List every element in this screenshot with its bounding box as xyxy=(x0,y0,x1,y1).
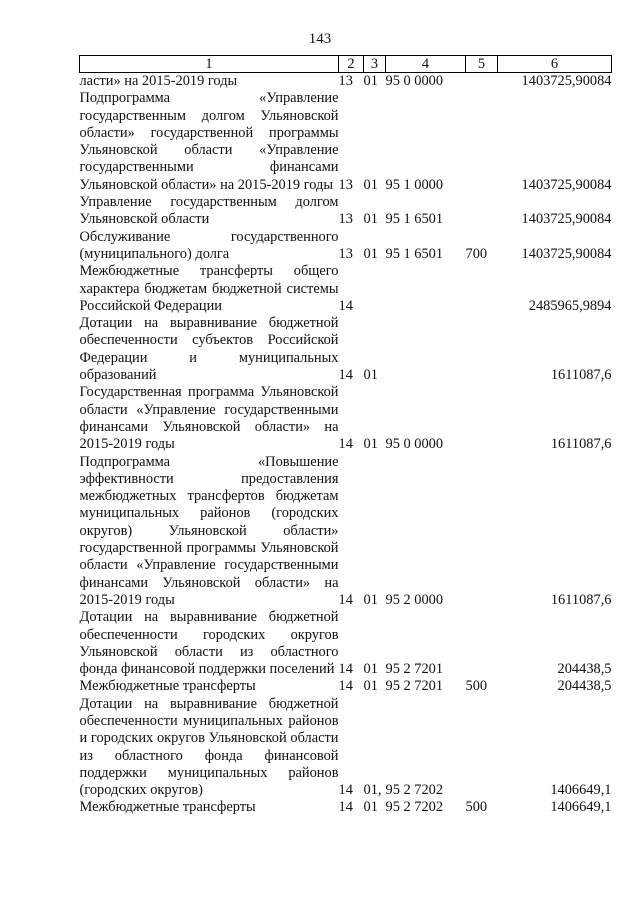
table-row xyxy=(80,799,612,816)
row-amount: 204438,5 xyxy=(557,661,612,678)
row-expense-type xyxy=(466,609,498,678)
row-expense-type xyxy=(466,315,498,384)
table-row xyxy=(80,229,612,264)
row-target-article: 95 1 0000 xyxy=(385,176,444,193)
row-name: Дотации на выравнивание бюджетной обеспеченности субъектов Российской Федерации и муниципальных образований xyxy=(79,315,339,384)
row-section: 13 xyxy=(338,73,353,89)
row-expense-type: 500 xyxy=(465,799,488,816)
row-amount: 1406649,1 xyxy=(550,782,612,799)
column-header: 3 xyxy=(364,56,386,73)
row-subsection: 01 xyxy=(363,661,378,678)
table-row xyxy=(80,194,612,229)
row-target-article xyxy=(386,315,466,384)
page-number: 143 xyxy=(308,31,332,47)
column-header: 1 xyxy=(80,56,339,73)
table-row xyxy=(80,315,612,384)
row-section: 14 xyxy=(338,661,353,678)
table-row xyxy=(80,263,612,315)
row-subsection: 01 xyxy=(363,73,378,89)
column-header: 4 xyxy=(386,56,466,73)
row-amount: 2485965,9894 xyxy=(528,297,612,314)
table-row xyxy=(80,678,612,695)
row-target-article: 95 2 0000 xyxy=(385,591,444,608)
row-subsection: 01 xyxy=(363,436,378,453)
row-expense-type xyxy=(466,90,498,194)
budget-table xyxy=(79,55,612,817)
row-name: Обслуживание государственного (муниципального) долга xyxy=(79,228,339,262)
row-amount: 1403725,90084 xyxy=(521,245,612,262)
row-section: 14 xyxy=(338,799,353,816)
row-section: 14 xyxy=(338,297,353,314)
row-target-article: 95 2 7201 xyxy=(385,661,444,678)
row-expense-type xyxy=(466,73,498,91)
table-header-row xyxy=(80,56,612,73)
row-amount: 1611087,6 xyxy=(550,591,612,608)
row-target-article: 95 2 7201 xyxy=(385,678,444,695)
row-subsection: 01 xyxy=(363,245,378,262)
row-name: Государственная программа Ульяновской области «Управление государственными финансами Ульяновской области» на 2015-2019 годы xyxy=(79,384,339,453)
row-section: 13 xyxy=(338,211,353,228)
row-section: 14 xyxy=(338,591,353,608)
row-subsection: 01 xyxy=(363,367,378,384)
column-header: 5 xyxy=(466,56,498,73)
row-name: Дотации на выравнивание бюджетной обеспеченности муниципальных районов и городских округов Ульяновской области из областного фонда финансовой поддержки муниципальных районов (городских округов) xyxy=(79,695,339,799)
row-subsection: 01 xyxy=(363,211,378,228)
row-expense-type: 700 xyxy=(465,245,488,262)
row-expense-type xyxy=(466,194,498,229)
row-target-article: 95 2 7202 xyxy=(385,782,444,799)
row-section: 13 xyxy=(338,245,353,262)
row-section: 14 xyxy=(338,782,353,799)
row-section: 14 xyxy=(338,436,353,453)
row-amount: 1403725,90084 xyxy=(521,176,612,193)
row-expense-type xyxy=(466,384,498,453)
table-row xyxy=(80,454,612,610)
row-amount: 1403725,90084 xyxy=(521,211,612,228)
table-row xyxy=(80,696,612,800)
table-row xyxy=(80,384,612,453)
row-subsection: 01 xyxy=(363,678,378,695)
table-row xyxy=(80,90,612,194)
row-amount: 1611087,6 xyxy=(550,436,612,453)
row-target-article: 95 1 6501 xyxy=(385,211,444,228)
column-header: 6 xyxy=(498,56,612,73)
row-target-article: 95 0 0000 xyxy=(385,436,444,453)
row-target-article: 95 2 7202 xyxy=(385,799,444,816)
row-section: 14 xyxy=(338,367,353,384)
row-target-article: 95 1 6501 xyxy=(385,245,444,262)
row-name: ласти» на 2015-2019 годы xyxy=(79,73,238,89)
row-subsection: 01 xyxy=(363,799,378,816)
row-amount: 1403725,90084 xyxy=(521,73,612,89)
row-name: Дотации на выравнивание бюджетной обеспеченности городских округов Ульяновской области из областного фонда финансовой поддержки поселений xyxy=(79,609,339,678)
row-subsection xyxy=(364,263,386,315)
row-expense-type xyxy=(466,263,498,315)
row-amount: 204438,5 xyxy=(557,678,612,695)
row-name: Межбюджетные трансферты xyxy=(79,678,256,695)
table-row xyxy=(80,609,612,678)
row-expense-type xyxy=(466,696,498,800)
row-subsection: 01 xyxy=(363,591,378,608)
row-name: Подпрограмма «Повышение эффективности предоставления межбюджетных трансфертов бюджетам муниципальных районов (городских округов) Ульяновской области» государственной программы Ульяновской области «Управление государственными финансами Ульяновской области» на 2015-2019 годы xyxy=(79,453,339,608)
row-target-article: 95 0 0000 xyxy=(385,73,444,89)
row-section: 13 xyxy=(338,176,353,193)
row-name: Управление государственным долгом Ульяновской области xyxy=(79,194,339,228)
row-target-article xyxy=(386,263,466,315)
row-name: Межбюджетные трансферты xyxy=(79,799,256,816)
row-name: Межбюджетные трансферты общего характера бюджетам бюджетной системы Российской Федерации xyxy=(79,263,339,314)
row-amount: 1611087,6 xyxy=(550,367,612,384)
row-subsection: 01 xyxy=(363,176,378,193)
row-expense-type: 500 xyxy=(465,678,488,695)
row-section: 14 xyxy=(338,678,353,695)
row-subsection: 01, xyxy=(363,782,382,799)
row-name: Подпрограмма «Управление государственным долгом Ульяновской области» государственной программы Ульяновской области «Управление государственными финансами Ульяновской области» на 2015-2019 годы xyxy=(79,90,339,193)
table-row xyxy=(80,73,612,91)
column-header: 2 xyxy=(339,56,364,73)
row-amount: 1406649,1 xyxy=(550,799,612,816)
row-expense-type xyxy=(466,454,498,610)
